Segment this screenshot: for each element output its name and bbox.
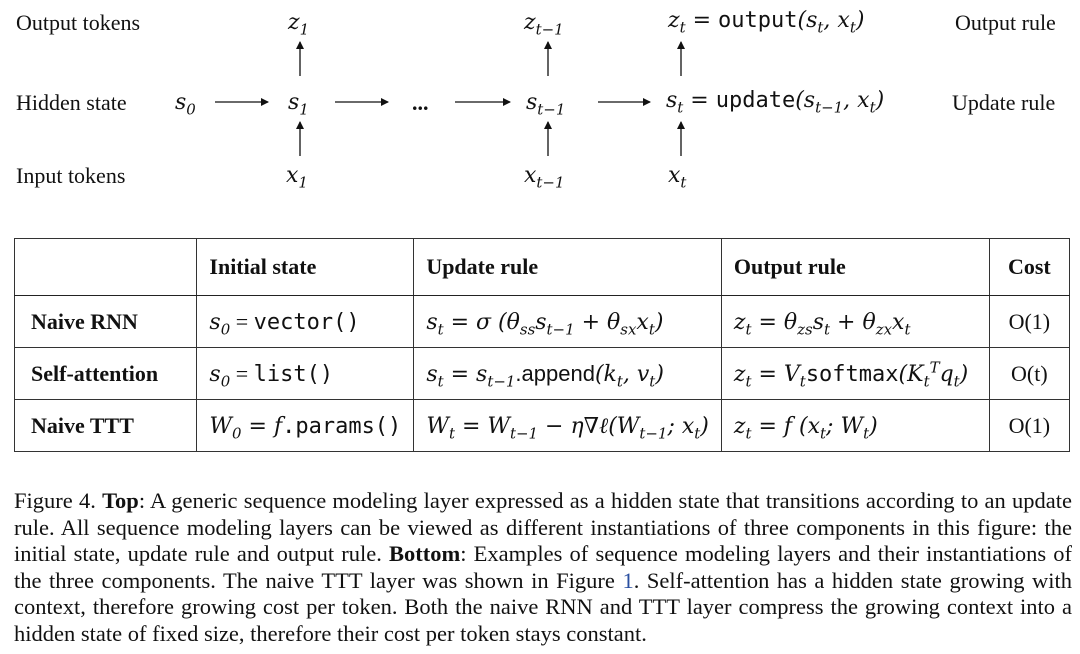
- output-rule-label: Output rule: [955, 10, 1056, 35]
- init-function: list(): [253, 361, 334, 387]
- table-header-empty: [15, 239, 197, 296]
- output-tokens-label: Output tokens: [16, 10, 141, 35]
- caption-bottom-text-1: : Examples of sequence modeling layers and their instantiations of the three components. The naive TTT layer was shown in Figure: [14, 541, 1072, 593]
- update-rule-cell: $W_t = W_{t-1}$ − $\eta\nabla\ell(W_{t-1}$; $x_t$): [414, 400, 722, 452]
- row-name: Naive RNN: [15, 296, 197, 348]
- output-rule-cell: $z_t = \theta_{zs}s_t + \theta_{zx}x_t$: [721, 296, 989, 348]
- output-function-name: output: [718, 8, 798, 33]
- caption-top-text: : A generic sequence modeling layer expressed as a hidden state that transitions according to an update rule. All sequence modeling layers can be viewed as different instantiations of three components in this figure: the initial state, update rule and output rule.: [14, 488, 1072, 566]
- table-header-row: [15, 239, 1070, 296]
- input-token-xt-1: $x_{t-1}$: [524, 163, 565, 192]
- table-row: [15, 296, 1070, 348]
- update-equation: $s_t$ = $update(s_{t-1}$, $x_t$): [666, 88, 885, 117]
- input-token-x1: $x_1$: [286, 163, 308, 192]
- row-name: Naive TTT: [15, 400, 197, 452]
- input-tokens-label: Input tokens: [16, 163, 126, 188]
- ellipsis: ...: [412, 90, 429, 115]
- table-header-update-rule: Update rule: [414, 239, 722, 296]
- output-rule-cell: $z_t$ = $V_tsoftmax(K_t^Tq_t)$: [721, 348, 989, 400]
- output-equation: $z_t$ = $output(s_t$, $x_t$): [668, 8, 865, 37]
- init-function: vector(): [253, 309, 360, 335]
- figure-caption: [14, 488, 1072, 647]
- cost-cell: O(1): [989, 296, 1069, 348]
- hidden-state-s0: $s_0$: [175, 90, 196, 119]
- hidden-state-s1: $s_1$: [288, 90, 309, 119]
- row-name: Self-attention: [15, 348, 197, 400]
- caption-bottom-label: Bottom: [389, 541, 461, 566]
- output-token-z1: $z_1$: [288, 10, 310, 39]
- initial-state-cell: $s_0$ = list(): [197, 348, 414, 400]
- update-rule-cell: $s_t = \sigma$ $(\theta_{ss}s_{t-1} + \theta_{sx}x_t)$: [414, 296, 722, 348]
- hidden-state-st-1: $s_{t-1}$: [526, 90, 566, 119]
- caption-bottom-text-2: . Self-attention has a hidden state growing with context, therefore growing cost per token. Both the naive RNN and TTT layer compress the growing context into a hidden state of fixed size, therefore their cost per token stays constant.: [14, 567, 1072, 646]
- initial-state-cell: $W_0$ = f.params(): [197, 400, 414, 452]
- update-rule-label: Update rule: [952, 90, 1056, 115]
- cost-cell: O(1): [989, 400, 1069, 452]
- comparison-table: [14, 238, 1070, 452]
- initial-state-cell: $s_0$ = vector(): [197, 296, 414, 348]
- output-token-zt-1: $z_{t-1}$: [524, 10, 564, 39]
- cost-cell: O(t): [989, 348, 1069, 400]
- table-header-output-rule: Output rule: [721, 239, 989, 296]
- input-token-xt: $x_t$: [668, 163, 687, 192]
- table-header-initial-state: Initial state: [197, 239, 414, 296]
- update-function-name: update: [715, 88, 796, 113]
- hidden-state-label: Hidden state: [16, 90, 127, 115]
- softmax-function: softmax: [805, 361, 899, 387]
- table-row: [15, 400, 1070, 452]
- init-function: .params(): [282, 413, 402, 439]
- caption-figure-label: Figure 4.: [14, 488, 96, 513]
- caption-top-label: Top: [102, 488, 139, 513]
- diagram-arrows: [0, 0, 1080, 230]
- output-rule-cell: $z_t = f$ ($x_t$; $W_t$): [721, 400, 989, 452]
- table-row: [15, 348, 1070, 400]
- table-header-cost: Cost: [989, 239, 1069, 296]
- update-rule-cell: $s_t$ = $s_{t-1}.append(k_t$, $v_t$): [414, 348, 722, 400]
- figure-reference-link[interactable]: 1: [622, 567, 634, 593]
- append-method: .append: [515, 360, 595, 386]
